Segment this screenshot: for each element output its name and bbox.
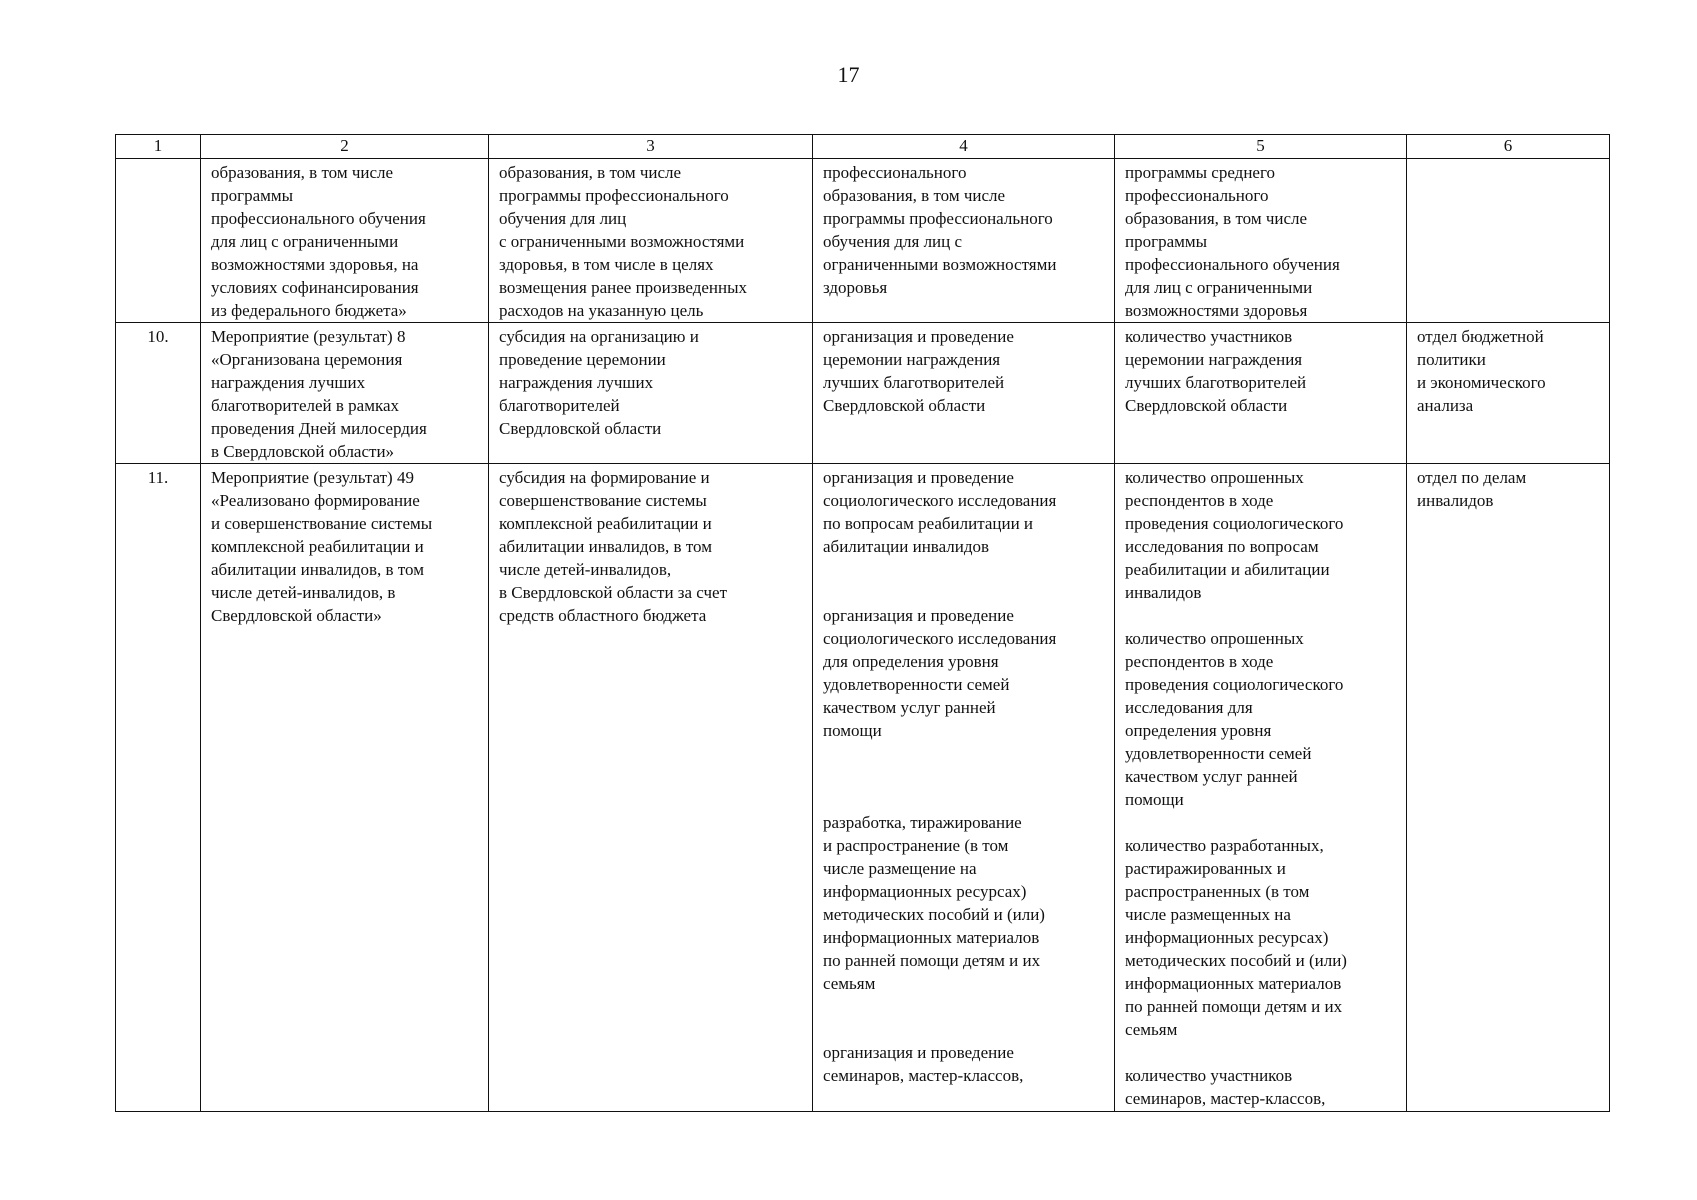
text-line: образования, в том числе [1125,209,1308,228]
text-line: числе размещенных на [1125,905,1291,924]
text-line: исследования для [1125,698,1253,717]
text-line: количество опрошенных [1125,629,1304,648]
measure-cell [201,159,489,323]
responsible-cell [1407,159,1610,323]
text-line: количество разработанных, [1125,836,1324,855]
text-line: проведение церемонии [499,350,666,369]
text-line: числе размещение на [823,859,977,878]
indicator-cell [1115,323,1407,464]
text-line: и совершенствование системы [211,514,433,533]
text-line: программы среднего [1125,163,1276,182]
activity-block [823,466,1108,558]
text-line: здоровья, в том числе в целях [499,255,714,274]
text-line: методических пособий и (или) [823,905,1045,924]
text-line: количество опрошенных [1125,468,1304,487]
text-line: распространенных (в том [1125,882,1310,901]
subsidy-cell [489,323,813,464]
responsible-cell [1407,323,1610,464]
row-number-cell: 10. [116,323,201,464]
text-line: организация и проведение [823,606,1014,625]
text-line: качеством услуг ранней [823,698,996,717]
text-line: абилитации инвалидов, в том [499,537,712,556]
activity-block [823,325,1108,417]
indicator-cell [1115,464,1407,1112]
indicator-block [1125,834,1400,1041]
text-line: политики [1417,350,1486,369]
row-number-cell [116,159,201,323]
table-row [116,323,1610,464]
text-line: расходов на указанную цель [499,301,704,320]
text-line: по вопросам реабилитации и [823,514,1034,533]
text-line: благотворителей [499,396,620,415]
text-line: информационных ресурсах) [1125,928,1329,947]
text-line: проведения Дней милосердия [211,419,427,438]
subsidy-cell [489,464,813,1112]
table-row [116,464,1610,1112]
page-number: 17 [837,62,860,87]
text-line: Свердловской области [499,419,662,438]
text-line: возмещения ранее произведенных [499,278,748,297]
text-line: организация и проведение [823,327,1014,346]
text-line: профессионального [1125,186,1269,205]
text-line: субсидия на формирование и [499,468,710,487]
header-cell: 5 [1115,135,1407,159]
text-line: профессионального обучения [211,209,426,228]
header-cell: 2 [201,135,489,159]
text-line: программы [1125,232,1208,251]
text-line: комплексной реабилитации и [211,537,424,556]
table-row [116,159,1610,323]
text-line: методических пособий и (или) [1125,951,1347,970]
text-line: для определения уровня [823,652,999,671]
text-line: респондентов в ходе [1125,652,1274,671]
text-line: организация и проведение [823,1043,1014,1062]
indicator-block [1125,161,1400,322]
text-line: из федерального бюджета» [211,301,407,320]
text-line: лучших благотворителей [1125,373,1307,392]
text-line: удовлетворенности семей [823,675,1010,694]
activity-cell [813,159,1115,323]
text-line: церемонии награждения [823,350,1001,369]
text-line: церемонии награждения [1125,350,1303,369]
text-line: программы профессионального [499,186,729,205]
text-line: и распространение (в том [823,836,1009,855]
text-line: абилитации инвалидов [823,537,990,556]
indicator-block [1125,1064,1400,1110]
measures-table [115,134,1610,1112]
activity-cell [813,323,1115,464]
text-line: числе детей-инвалидов, в [211,583,396,602]
activity-block [823,161,1108,299]
indicator-cell [1115,159,1407,323]
text-line: социологического исследования [823,491,1057,510]
text-line: реабилитации и абилитации [1125,560,1330,579]
text-line: образования, в том числе [211,163,394,182]
text-line: Мероприятие (результат) 8 [211,327,406,346]
text-line: инвалидов [1417,491,1494,510]
text-line: условиях софинансирования [211,278,419,297]
text-line: награждения лучших [499,373,654,392]
text-line: для лиц с ограниченными [211,232,399,251]
text-line: профессионального [823,163,967,182]
text-line: проведения социологического [1125,514,1344,533]
header-cell: 1 [116,135,201,159]
indicator-block [1125,466,1400,604]
text-line: определения уровня [1125,721,1272,740]
text-line: по ранней помощи детям и их [823,951,1041,970]
text-line: лучших благотворителей [823,373,1005,392]
text-line: Мероприятие (результат) 49 [211,468,414,487]
text-line: проведения социологического [1125,675,1344,694]
text-line: «Реализовано формирование [211,491,420,510]
text-line: информационных ресурсах) [823,882,1027,901]
text-line: благотворителей в рамках [211,396,399,415]
text-line: количество участников [1125,327,1293,346]
text-line: обучения для лиц с [823,232,963,251]
text-line: по ранней помощи детям и их [1125,997,1343,1016]
text-line: семинаров, мастер-классов, [823,1066,1024,1085]
row-number-cell: 11. [116,464,201,1112]
text-line: абилитации инвалидов, в том [211,560,424,579]
text-line: средств областного бюджета [499,606,707,625]
text-line: инвалидов [1125,583,1202,602]
text-line: награждения лучших [211,373,366,392]
text-line: образования, в том числе [499,163,682,182]
text-line: респондентов в ходе [1125,491,1274,510]
text-line: «Организована церемония [211,350,403,369]
text-line: количество участников [1125,1066,1293,1085]
text-line: Свердловской области [1125,396,1288,415]
header-cell: 4 [813,135,1115,159]
header-cell: 3 [489,135,813,159]
text-line: для лиц с ограниченными [1125,278,1313,297]
measure-cell [201,323,489,464]
text-line: анализа [1417,396,1474,415]
text-line: в Свердловской области» [211,442,395,461]
header-row [116,135,1610,159]
text-line: семьям [1125,1020,1178,1039]
text-line: организация и проведение [823,468,1014,487]
text-line: обучения для лиц [499,209,627,228]
activity-block [823,604,1108,742]
text-line: исследования по вопросам [1125,537,1319,556]
responsible-cell [1407,464,1610,1112]
text-line: с ограниченными возможностями [499,232,745,251]
text-line: совершенствование системы [499,491,707,510]
text-line: социологического исследования [823,629,1057,648]
text-line: помощи [823,721,882,740]
text-line: программы профессионального [823,209,1053,228]
text-line: Свердловской области [823,396,986,415]
text-line: образования, в том числе [823,186,1006,205]
text-line: возможностями здоровья, на [211,255,419,274]
text-line: удовлетворенности семей [1125,744,1312,763]
text-line: отдел бюджетной [1417,327,1544,346]
text-line: комплексной реабилитации и [499,514,712,533]
text-line: семьям [823,974,876,993]
text-line: семинаров, мастер-классов, [1125,1089,1326,1108]
text-line: возможностями здоровья [1125,301,1308,320]
indicator-block [1125,627,1400,811]
text-line: растиражированных и [1125,859,1286,878]
text-line: и экономического [1417,373,1546,392]
text-line: профессионального обучения [1125,255,1340,274]
text-line: информационных материалов [823,928,1040,947]
text-line: Свердловской области» [211,606,382,625]
text-line: отдел по делам [1417,468,1527,487]
header-cell: 6 [1407,135,1610,159]
text-line: в Свердловской области за счет [499,583,728,602]
text-line: помощи [1125,790,1184,809]
indicator-block [1125,325,1400,417]
activity-cell [813,464,1115,1112]
text-line: числе детей-инвалидов, [499,560,672,579]
subsidy-cell [489,159,813,323]
measure-cell [201,464,489,1112]
text-line: программы [211,186,294,205]
text-line: качеством услуг ранней [1125,767,1298,786]
activity-block [823,1041,1108,1087]
activity-block [823,811,1108,995]
text-line: разработка, тиражирование [823,813,1022,832]
text-line: ограниченными возможностями [823,255,1057,274]
text-line: здоровья [823,278,888,297]
text-line: субсидия на организацию и [499,327,699,346]
text-line: информационных материалов [1125,974,1342,993]
